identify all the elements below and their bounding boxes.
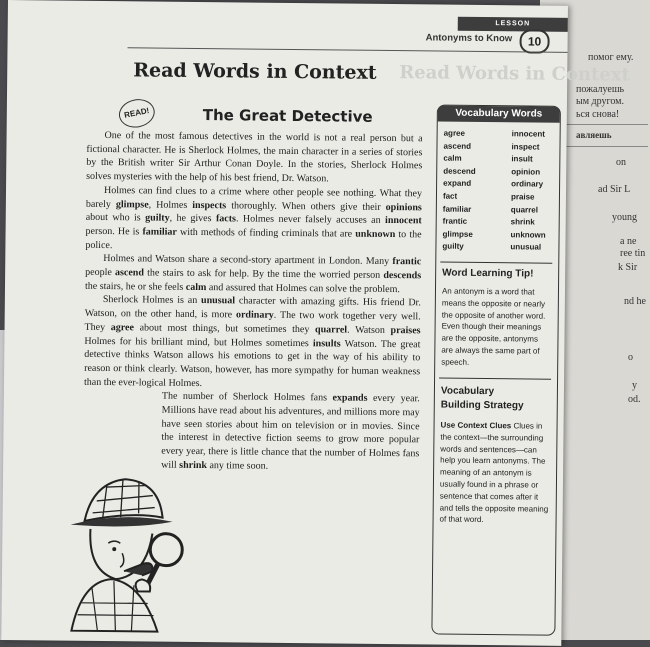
under-line: ad Sir L: [598, 184, 631, 195]
header-rule: [128, 47, 568, 53]
lesson-number: 10: [519, 29, 549, 53]
vocab-word: unusual: [510, 242, 542, 252]
under-line: o: [628, 352, 633, 363]
story-paragraph: One of the most famous detectives in the world is not a real person but a fictional character. He is Sherlock Holmes, the main character in a series of stories by the British writer Sir Arthur Conan Doyle. In the stories, Sherlock Holmes solves mysteries with the help of his best friend, Dr. Watson.: [86, 130, 423, 185]
vocab-word-in-text: ascend: [114, 267, 145, 279]
vocab-word-in-text: expands: [332, 392, 368, 405]
under-line: y: [632, 380, 637, 391]
under-line: ым другом.: [576, 96, 624, 107]
vocab-word-in-text: inspects: [192, 199, 227, 211]
vocab-word: unknown: [510, 230, 546, 240]
vocab-word-in-text: frantic: [392, 256, 422, 268]
vocab-word: insult: [511, 154, 533, 164]
vocab-word: guilty: [442, 241, 464, 252]
lesson-heading: Antonyms to Know: [425, 32, 513, 45]
vocabulary-list-right: [510, 128, 546, 254]
vocab-word: quarrel: [510, 204, 539, 215]
under-line: помог ему.: [588, 52, 634, 63]
under-line: авляешь: [576, 130, 612, 140]
vocab-word-in-text: agree: [110, 321, 135, 334]
under-line: young: [612, 212, 637, 223]
vocab-word-in-text: innocent: [385, 215, 422, 227]
vocab-word-in-text: unknown: [355, 228, 396, 240]
vocabulary-list-left: [442, 128, 476, 254]
story-paragraph: Sherlock Holmes is an unusual character with amazing gifts. His friend Dr. Watson, on the other hand, is more ordinary. The two work together very well. They agree about most things, but sometimes they quarrel. Watson praises Holmes for his brilliant mind, but Holmes sometimes insults Watson. The great detective thinks Watson allows his emotions to get in the way of his ability to reason or think clearly. Watson, however, has more sympathy for human weakness than the ever-logical Holmes.: [83, 294, 421, 389]
under-line: on: [616, 157, 626, 168]
under-line: k Sir: [618, 262, 638, 273]
under-line: nd he: [624, 296, 646, 307]
read-badge: READ!: [116, 96, 157, 131]
story-body: [83, 129, 423, 475]
vocab-word-in-text: praises: [390, 324, 421, 337]
under-line: od.: [628, 394, 641, 405]
vocab-word-in-text: facts: [215, 213, 237, 225]
section-header-shadow: Read Words in Context: [399, 62, 630, 86]
vocab-word-in-text: familiar: [142, 226, 177, 238]
vocab-word: agree: [443, 128, 466, 138]
vocab-word-in-text: shrink: [179, 459, 208, 471]
divider: [439, 378, 551, 380]
vocab-word: praise: [510, 192, 535, 202]
divider: [440, 262, 552, 264]
vocab-word: frantic: [442, 216, 468, 226]
strategy-title-line2: Building Strategy: [440, 399, 524, 412]
under-line: ree tin: [620, 248, 646, 259]
under-line: a ne: [620, 236, 637, 247]
strategy-lead: Use Context Clues: [440, 420, 512, 431]
vocab-word-in-text: ordinary: [235, 309, 274, 321]
story-paragraph: The number of Sherlock Holmes fans expands every year. Millions have read about his adventures, and millions more may have seen stories about him on television or in movies. Since the interest in detective fiction seems to grow more popular every year, there is little chance that the number of Holmes fans will shrink any time soon.: [161, 390, 420, 472]
vocab-word: innocent: [511, 129, 546, 139]
vocab-word: glimpse: [442, 229, 473, 239]
vocab-word: familiar: [442, 204, 472, 214]
lesson-label: LESSON: [458, 17, 568, 32]
vocab-word: shrink: [510, 217, 535, 227]
vocab-word-in-text: opinions: [385, 201, 422, 213]
detective-illustration: [61, 463, 203, 634]
story-title: The Great Detective: [202, 106, 373, 126]
strategy-body: Clues in the context—the surrounding words and sentences—can help you learn antonyms. The meaning of an antonym is usually found in a phrase or sentence that comes after it and tells the opposite meaning of that word.: [439, 421, 549, 525]
vocab-word: calm: [443, 153, 462, 163]
vocab-word-in-text: glimpse: [115, 198, 149, 210]
vocab-word: expand: [443, 178, 472, 189]
vocab-word-in-text: guilty: [145, 212, 170, 224]
tip-title: Word Learning Tip!: [442, 267, 534, 280]
vocab-word: inspect: [511, 141, 540, 152]
tip-text: An antonym is a word that means the opposite or nearly the opposite of another word. Even though their meanings are the opposite, antonyms are always the same part of speech.: [441, 286, 546, 367]
vocab-word: descend: [443, 166, 476, 176]
strategy-title-line1: Vocabulary: [440, 385, 495, 398]
vocab-word-in-text: descends: [383, 269, 422, 282]
under-line: пожалуешь: [576, 84, 625, 95]
vocabulary-box: [431, 104, 561, 635]
vocab-word: fact: [442, 191, 458, 201]
story-paragraph: Holmes can find clues to a crime where other people see nothing. What they barely glimpse, Holmes inspects thoroughly. When others give their opinions about who is guilty, he gives facts. Holmes never falsely accuses an innocent person. He is familiar with methods of finding criminals that are unknown to the police.: [85, 184, 423, 251]
story-paragraph: Holmes and Watson share a second-story apartment in London. Many frantic people ascend the stairs to ask for help. By the time the worried person descends the stairs, he or she feels calm and assured that Holmes can solve the problem.: [84, 253, 422, 295]
strategy-text: [440, 420, 551, 527]
vocab-word-in-text: insults: [312, 337, 341, 350]
vocab-word-in-text: calm: [185, 281, 207, 293]
vocab-word: ordinary: [511, 179, 544, 189]
vocab-word: ascend: [443, 141, 472, 151]
vocab-word-in-text: quarrel: [315, 324, 348, 336]
under-line: ься снова!: [576, 109, 620, 120]
vocab-word: opinion: [511, 167, 541, 177]
vocab-word-in-text: unusual: [201, 295, 236, 307]
vocabulary-title: Vocabulary Words: [438, 106, 560, 123]
section-header: Read Words in Context: [133, 59, 377, 84]
